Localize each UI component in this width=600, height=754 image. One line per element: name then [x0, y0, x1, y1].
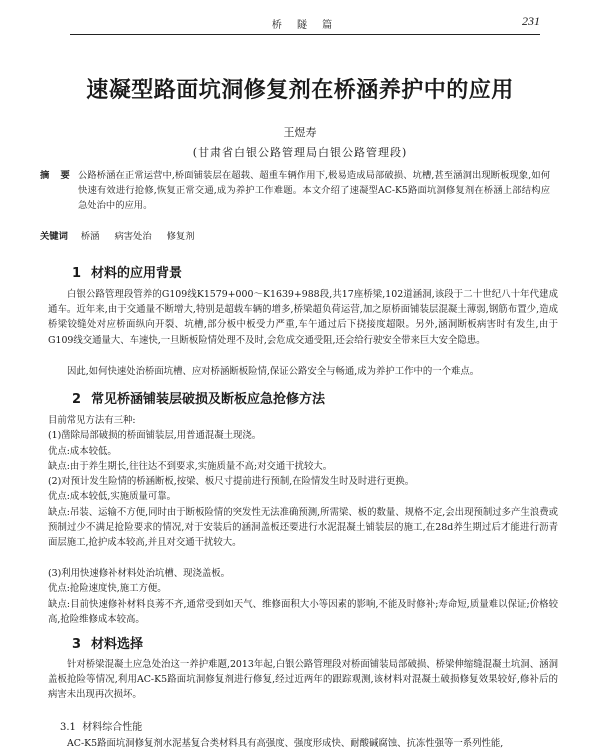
body-line: 目前常见方法有三种: [48, 415, 136, 426]
body-line: 缺点:由于养生期长,往往达不到要求,实施质量不高;对交通干扰较大。 [48, 461, 333, 472]
body-line: (3)利用快速修补材料处治坑槽、现浇盖板。 [48, 568, 231, 579]
subsection-title: 材料综合性能 [82, 722, 143, 733]
author-affiliation: (甘肃省白银公路管理局白银公路管理段) [192, 146, 408, 159]
abstract-label: 摘 要 [40, 170, 74, 181]
section-number: 2 [72, 392, 82, 407]
section-2-heading [72, 388, 325, 407]
body-line: (2)对预计发生险情的桥涵断板,按梁、板尺寸提前进行预制,在险情发生时及时进行更换。 [48, 476, 415, 487]
section-2-defect-paragraph-2: 缺点:目前快速修补材料良莠不齐,通常受到如天气、维修面积大小等因素的影响,不能及时修补;寿命短,质量难以保证;价格较高,抢险维修成本较高。 [48, 599, 558, 626]
section-title: 常见桥涵铺装层破损及断板应急抢修方法 [91, 392, 326, 407]
keyword: 病害处治 [114, 231, 152, 242]
keywords-label: 关键词 [40, 231, 68, 242]
page-number: 231 [522, 14, 540, 28]
section-3-paragraph-1: 针对桥梁混凝土应急处治这一养护难题,2013年起,白银公路管理段对桥面铺装局部破损、桥梁伸缩缝混凝土坑洞、涵洞盖板抢险等情况,利用AC-K5路面坑洞修复剂进行修复,经过近两年的跟踪观测,该材料对混凝土破损修复效果较好,修补后的病害未出现再次损坏。 [48, 659, 558, 701]
subsection-number: 3.1 [60, 722, 76, 733]
abstract [40, 168, 550, 213]
keywords-list [81, 231, 207, 242]
section-number: 1 [72, 266, 82, 281]
journal-name: 桥 隧 篇 [271, 20, 339, 31]
body-line: (1)凿除局部破损的桥面铺装层,用普通混凝土现浇。 [48, 430, 262, 441]
section-number: 3 [72, 637, 82, 652]
keyword: 修复剂 [166, 231, 195, 242]
subsection-3-1-heading [60, 718, 142, 733]
section-1-paragraph-1: 白银公路管理段管养的G109线K1579+000～K1639+988段,共17座桥梁,102道涵洞,该段于二十世纪八十年代建成通车。近年来,由于交通量不断增大,特别是超载车辆的增多,桥梁超负荷运营,加之原桥面铺装层混凝土薄弱,钢筋布置少,造成桥梁铰缝处对应桥面纵向开裂、坑槽,部分板中板受力严重,车午通过后下挠接度超限。另外,涵洞断板病害时有发生,由于G109线交通量大、车速快,一旦断板险情处理不及时,会危成交通受阻,还会给行驶安全带来巨大安全隐患。 [48, 289, 558, 346]
body-line: 优点:成本较低,实施质量可靠。 [48, 491, 177, 502]
section-2-defect-paragraph: 缺点:吊装、运输不方便,同时由于断板险情的突发性无法准确预测,所需梁、板的数量、规格不定,会出现预制过多产生浪费或预制过少不满足抢险要求的情况,对于安装后的涵洞盖板还要进行水泥混凝土铺装层的施工,在28d养生期过后才能进行沥青面层施工,抢护成本较高,并且对交通干扰较大。 [48, 507, 558, 549]
body-line: 优点:抢险速度快,施工方便。 [48, 583, 167, 594]
section-1-heading [72, 262, 182, 281]
section-3-heading [72, 633, 143, 652]
section-3-paragraph-2: AC-K5路面坑洞修复剂水泥基复合类材料具有高强度、强度形成快、耐酸碱腐蚀、抗冻性强等一系列性能, [67, 738, 504, 749]
section-title: 材料选择 [91, 637, 144, 652]
section-1-paragraph-2: 因此,如何快速处治桥面坑槽、应对桥涵断板险情,保证公路安全与畅通,成为养护工作中的一个难点。 [67, 366, 480, 377]
body-line: 优点:成本较低。 [48, 446, 117, 457]
keywords [40, 228, 550, 242]
section-title: 材料的应用背景 [91, 266, 183, 281]
abstract-text: 公路桥涵在正常运营中,桥面铺装层在超载、超重车辆作用下,极易造成局部破损、坑槽,甚至涵洞出现断板现象,如何快速有效进行抢修,恢复正常交通,成为养护工作难题。本文介绍了速凝型AC-K5路面坑洞修复剂在桥涵上部结构应急处治中的应用。 [78, 170, 550, 211]
author-name: 王煜寿 [283, 126, 317, 139]
running-header [70, 14, 540, 35]
keyword: 桥涵 [80, 231, 100, 242]
article-title: 速凝型路面坑洞修复剂在桥涵养护中的应用 [86, 78, 514, 103]
